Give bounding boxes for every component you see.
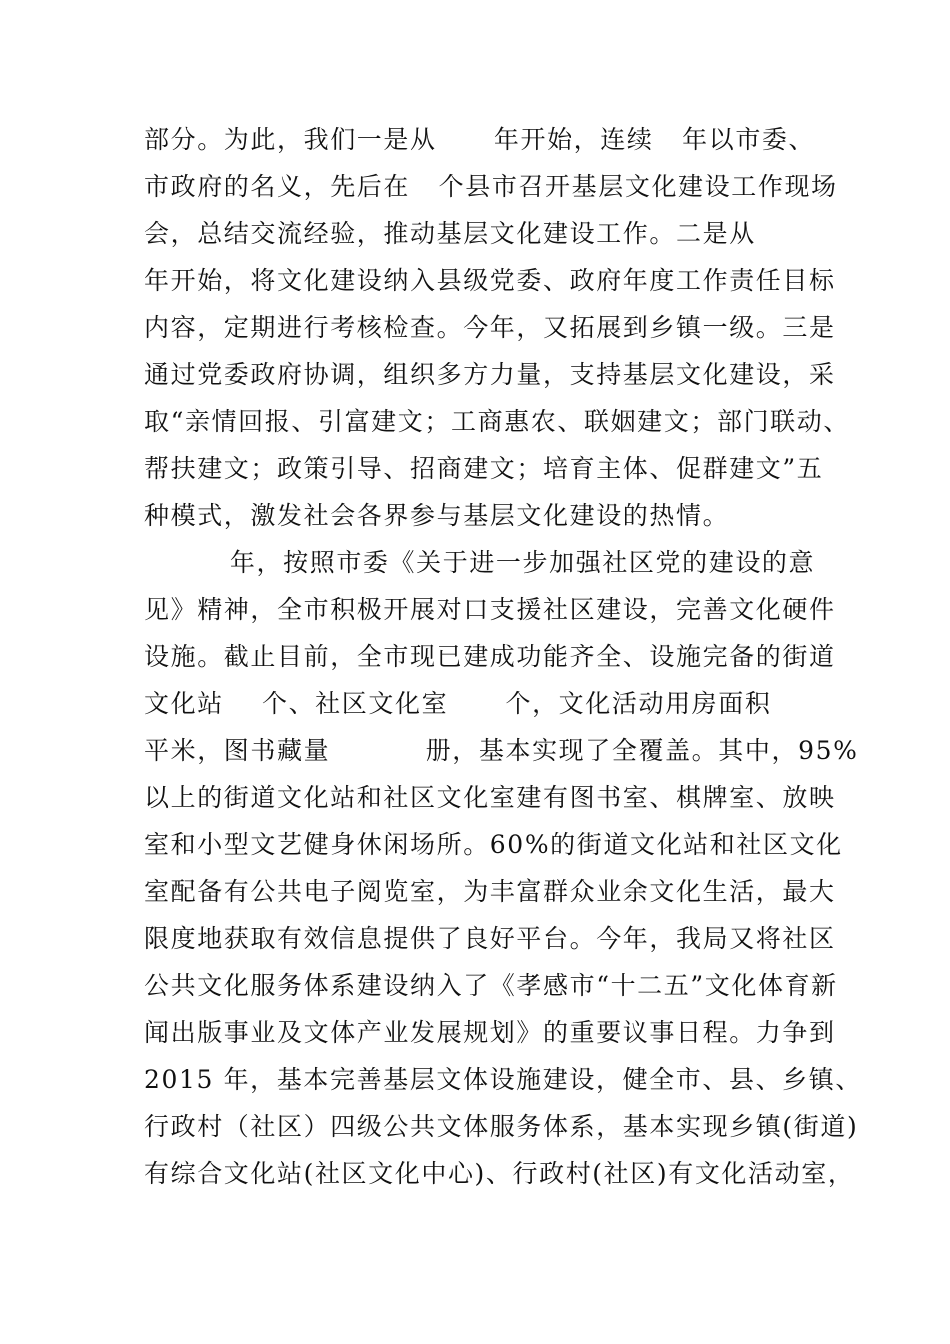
text-line: 行政村（社区）四级公共文体服务体系，基本实现乡镇(街道) (144, 1112, 859, 1141)
text-line: 通过党委政府协调，组织多方力量，支持基层文化建设，采 (144, 360, 836, 389)
text-line: 室配备有公共电子阅览室，为丰富群众业余文化生活，最大 (144, 877, 836, 906)
text-line: 限度地获取有效信息提供了良好平台。今年，我局又将社区 (144, 924, 836, 953)
text-line: 部分。为此，我们一是从 年开始，连续 年以市委、 (144, 125, 816, 154)
text-line: 有综合文化站(社区文化中心)、行政村(社区)有文化活动室， (144, 1159, 855, 1188)
text-line: 年开始，将文化建设纳入县级党委、政府年度工作责任目标 (144, 266, 836, 295)
text-line: 设施。截止目前，全市现已建成功能齐全、设施完备的街道 (144, 642, 836, 671)
text-line: 会，总结交流经验，推动基层文化建设工作。二是从 (144, 219, 756, 248)
text-line: 帮扶建文；政策引导、招商建文；培育主体、促群建文”五 (144, 454, 824, 483)
text-line: 2015 年，基本完善基层文体设施建设，健全市、县、乡镇、 (144, 1065, 862, 1094)
text-line: 文化站 个、社区文化室 个，文化活动用房面积 (144, 689, 772, 718)
text-line: 平米，图书藏量 册，基本实现了全覆盖。其中，95% (144, 736, 859, 765)
text-line: 闻出版事业及文体产业发展规划》的重要议事日程。力争到 (144, 1018, 836, 1047)
text-line: 以上的街道文化站和社区文化室建有图书室、棋牌室、放映 (144, 783, 836, 812)
text-line: 种模式，激发社会各界参与基层文化建设的热情。 (144, 501, 730, 530)
text-line: 内容，定期进行考核检查。今年，又拓展到乡镇一级。三是 (144, 313, 836, 342)
text-line: 取“亲情回报、引富建文；工商惠农、联姻建文；部门联动、 (144, 407, 850, 436)
text-line: 年，按照市委《关于进一步加强社区党的建设的意 (144, 548, 816, 577)
text-line: 公共文化服务体系建设纳入了《孝感市“十二五”文化体育新 (144, 971, 838, 1000)
text-line: 室和小型文艺健身休闲场所。60%的街道文化站和社区文化 (144, 830, 843, 859)
text-line: 见》精神，全市积极开展对口支援社区建设，完善文化硬件 (144, 595, 836, 624)
body-text (144, 116, 862, 1197)
text-line: 市政府的名义，先后在 个县市召开基层文化建设工作现场 (144, 172, 838, 201)
